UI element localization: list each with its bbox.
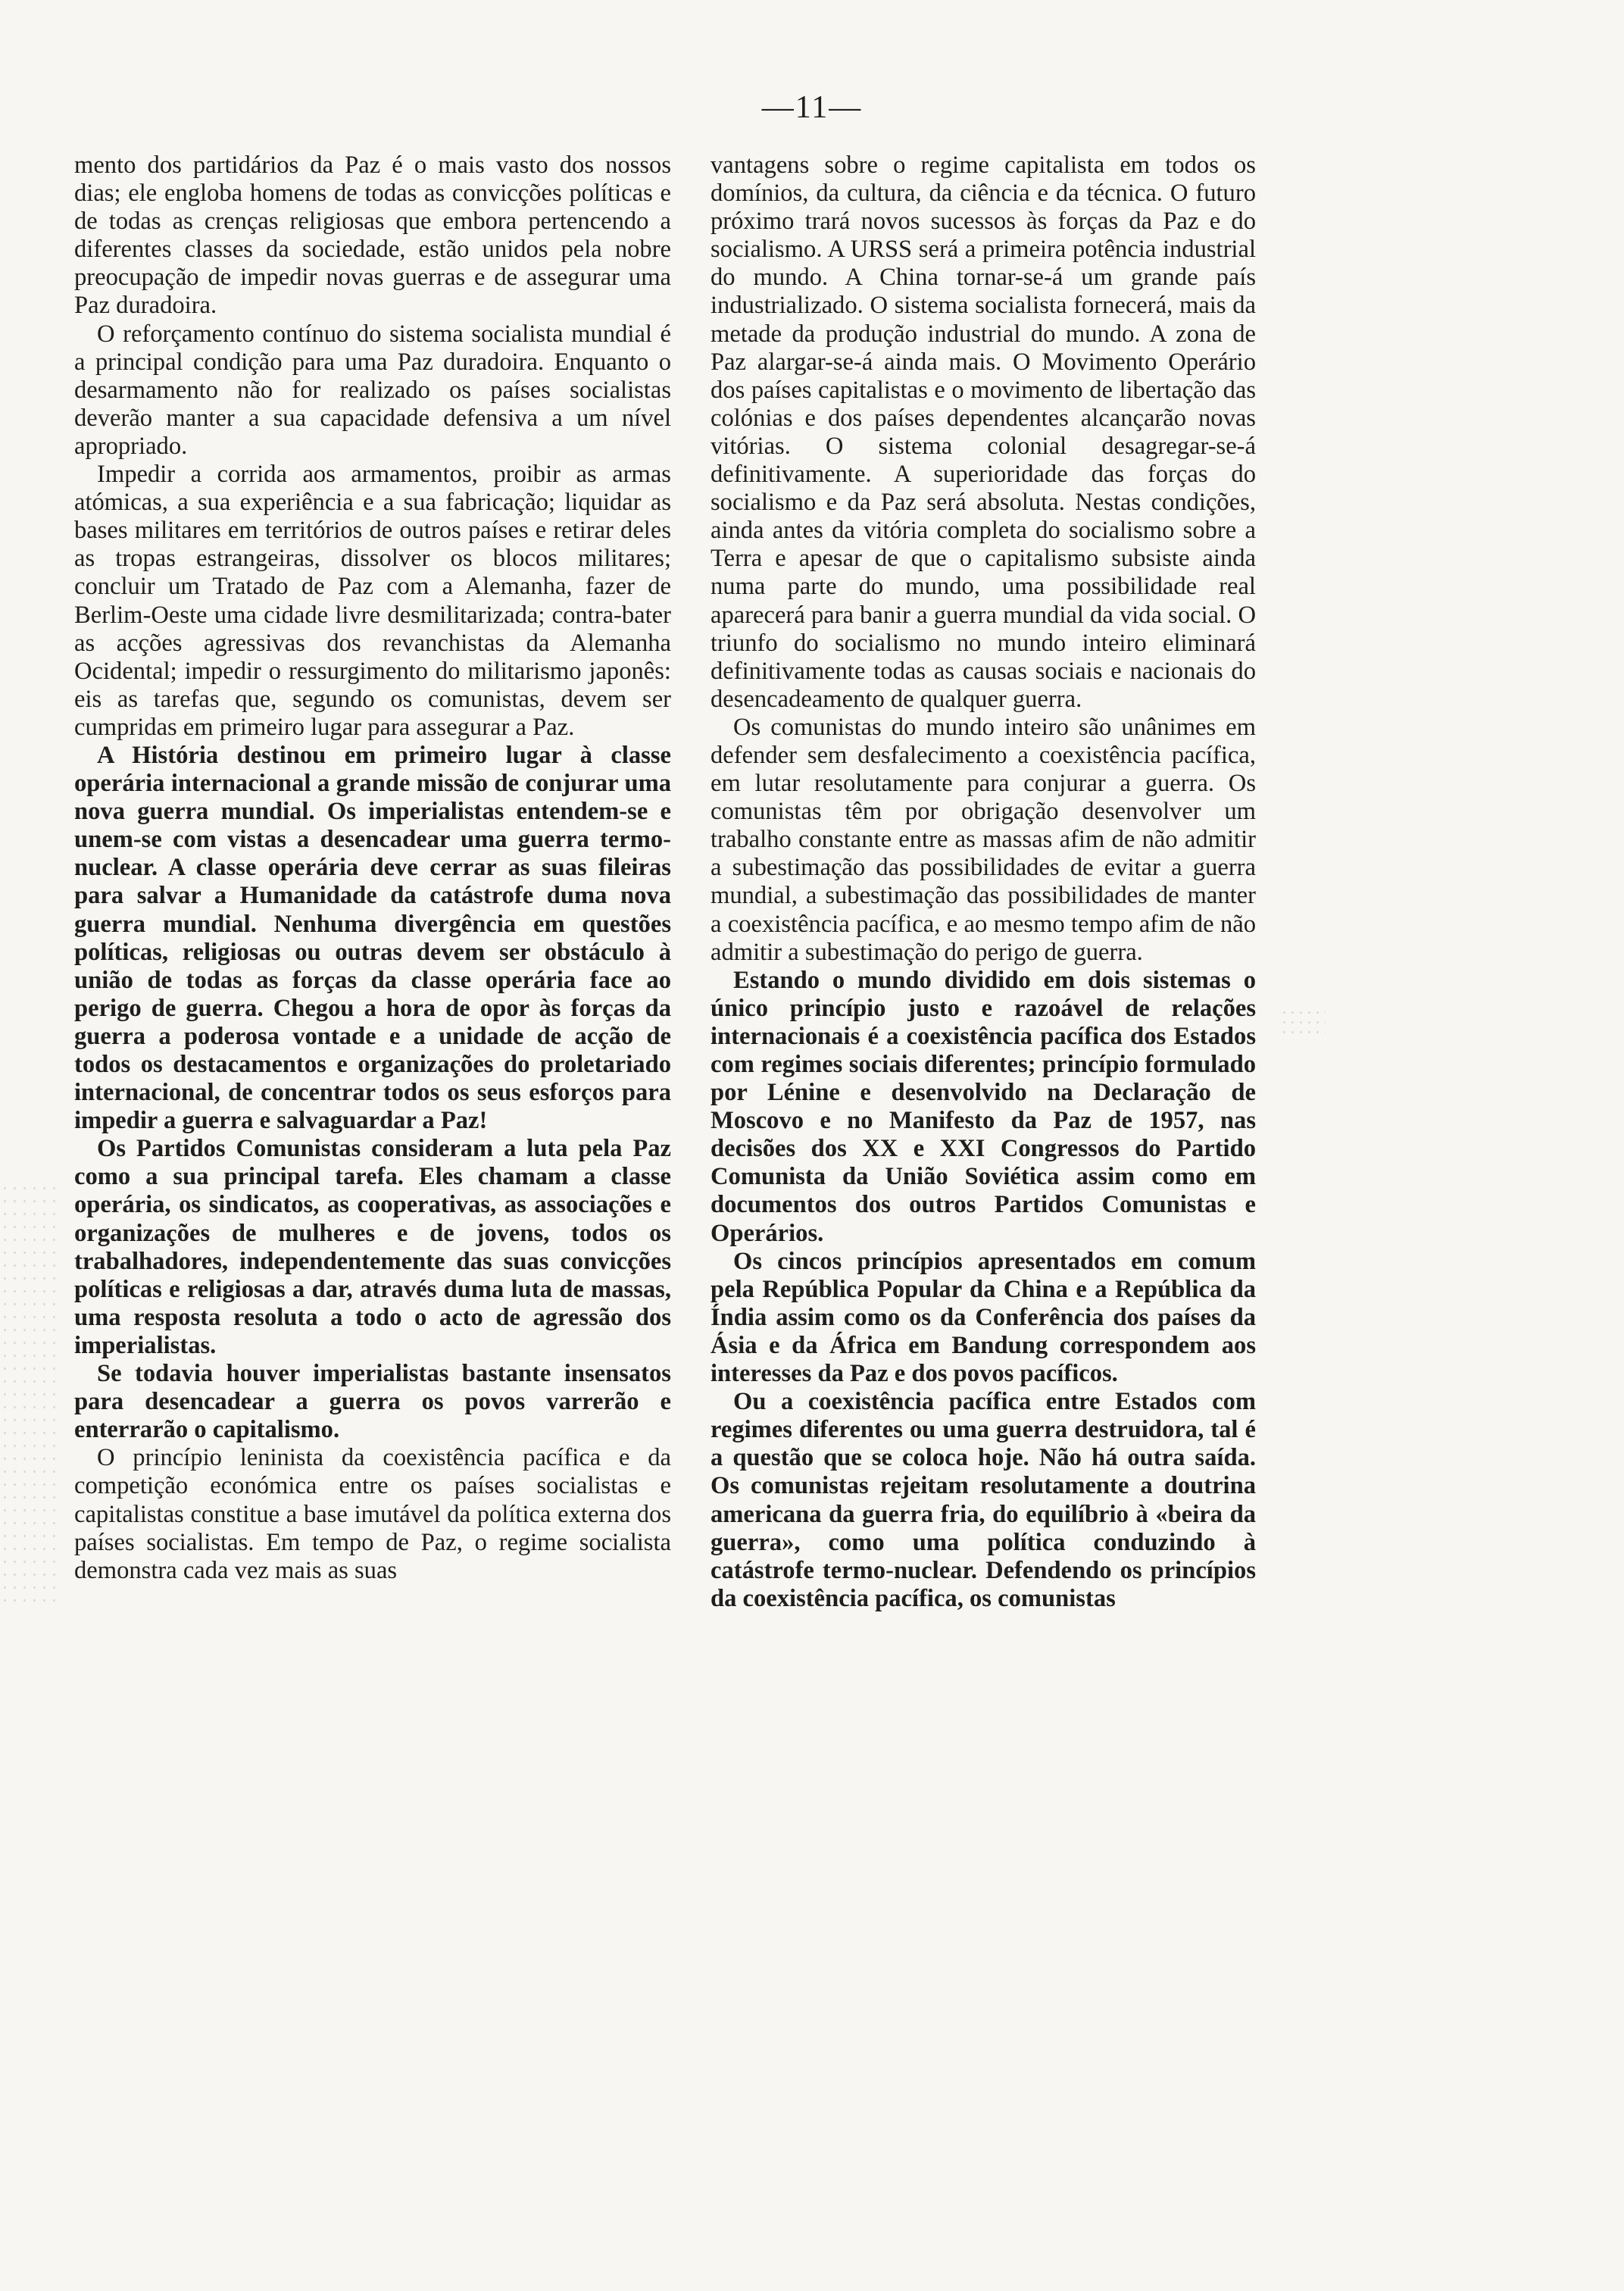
paragraph: mento dos partidários da Paz é o mais vasto dos nossos dias; ele engloba homens de todas as convicções políticas e de todas as crenças religiosas que embora pertencendo a diferentes classes da sociedade, estão unidos pela nobre preocupação de impedir novas guerras e de assegurar uma Paz duradoira. (74, 152, 671, 320)
margin-noise (1280, 1008, 1326, 1038)
paragraph: vantagens sobre o regime capitalista em todos os domínios, da cultura, da ciência e da técnica. O futuro próximo trará novos sucessos às forças da Paz e do socialismo. A URSS será a primeira potência industrial do mundo. A China tornar-se-á um grande país industrializado. O sistema socialista fornecerá, mais da metade da produção industrial do mundo. A zona de Paz alargar-se-á ainda mais. O Movimento Operário dos países capitalistas e o movimento de libertação das colónias e dos países dependentes alcançarão novas vitórias. O sistema colonial desagregar-se-á definitivamente. A superioridade das forças do socialismo e da Paz será absoluta. Nestas condições, ainda antes da vitória completa do socialismo sobre a Terra e apesar de que o capitalismo subsiste ainda numa parte do mundo, uma possibilidade real aparecerá para banir a guerra mundial da vida social. O triunfo do socialismo no mundo inteiro eliminará definitivamente todas as causas sociais e nacionais do desencadeamento de qualquer guerra. (710, 152, 1256, 713)
paragraph: Se todavia houver imperialistas bastante insensatos para desencadear a guerra os povos varrerão e enterrarão o capitalismo. (74, 1360, 671, 1444)
paragraph: Os cincos princípios apresentados em comum pela República Popular da China e a República da Índia assim como os da Conferência dos países da Ásia e da África em Bandung correspondem aos interesses da Paz e dos povos pacíficos. (710, 1247, 1256, 1388)
right-column (710, 152, 1256, 1613)
paragraph: O reforçamento contínuo do sistema socialista mundial é a principal condição para uma Paz duradoira. Enquanto o desarmamento não for realizado os países socialistas deverão manter a sua capacidade defensiva a um nível apropriado. (74, 320, 671, 460)
paragraph: A História destinou em primeiro lugar à classe operária internacional a grande missão de conjurar uma nova guerra mundial. Os imperialistas entendem-se e unem-se com vistas a desencadear uma guerra termo-nuclear. A classe operária deve cerrar as suas fileiras para salvar a Humanidade da catástrofe duma nova guerra mundial. Nenhuma divergência em questões políticas, religiosas ou outras devem ser obstáculo à união de todas as forças da classe operária face ao perigo de guerra. Chegou a hora de opor às forças da guerra a poderosa vontade e a unidade de acção de todos os destacamentos e organizações do proletariado internacional, de concentrar todos os seus esforços para impedir a guerra e salvaguardar a Paz! (74, 741, 671, 1135)
paragraph: Ou a coexistência pacífica entre Estados com regimes diferentes ou uma guerra destruidora, tal é a questão que se coloca hoje. Não há outra saída. Os comunistas rejeitam resolutamente a doutrina americana da guerra fria, do equilíbrio à «beira da guerra», como uma política conduzindo à catástrofe termo-nuclear. Defendendo os princípios da coexistência pacífica, os comunistas (710, 1388, 1256, 1612)
paragraph: Impedir a corrida aos armamentos, proibir as armas atómicas, a sua experiência e a sua fabricação; liquidar as bases militares em territórios de outros países e retirar deles as tropas estrangeiras, dissolver os blocos militares; concluir um Tratado de Paz com a Alemanha, fazer de Berlim-Oeste uma cidade livre desmilitarizada; contra-bater as acções agressivas dos revanchistas da Alemanha Ocidental; impedir o ressurgimento do militarismo japonês: eis as tarefas que, segundo os comunistas, devem ser cumpridas em primeiro lugar para assegurar a Paz. (74, 461, 671, 741)
left-column (74, 152, 671, 1585)
paragraph: Estando o mundo dividido em dois sistemas o único princípio justo e razoável de relações internacionais é a coexistência pacífica dos Estados com regimes sociais diferentes; princípio formulado por Lénine e desenvolvido na Declaração de Moscovo e no Manifesto da Paz de 1957, nas decisões dos XX e XXI Congressos do Partido Comunista da União Soviética assim como em documentos dos outros Partidos Comunistas e Operários. (710, 966, 1256, 1247)
paragraph: Os Partidos Comunistas consideram a luta pela Paz como a sua principal tarefa. Eles chamam a classe operária, os sindicatos, as cooperativas, as associações e organizações de mulheres e de jovens, todos os trabalhadores, independentemente das suas convicções políticas e religiosas a dar, através duma luta de massas, uma resposta resoluta a todo o acto de agressão dos imperialistas. (74, 1135, 671, 1359)
paragraph: Os comunistas do mundo inteiro são unânimes em defender sem desfalecimento a coexistência pacífica, em lutar resolutamente para conjurar a guerra. Os comunistas têm por obrigação desenvolver um trabalho constante entre as massas afim de não admitir a subestimação das possibilidades de evitar a guerra mundial, a subestimação das possibilidades de manter a coexistência pacífica, e ao mesmo tempo afim de não admitir a subestimação do perigo de guerra. (710, 713, 1256, 966)
margin-noise (0, 1182, 61, 1606)
page-number: —11— (761, 90, 863, 125)
paragraph: O princípio leninista da coexistência pacífica e da competição económica entre os países socialistas e capitalistas constitue a base imutável da política externa dos países socialistas. Em tempo de Paz, o regime socialista demonstra cada vez mais as suas (74, 1444, 671, 1584)
